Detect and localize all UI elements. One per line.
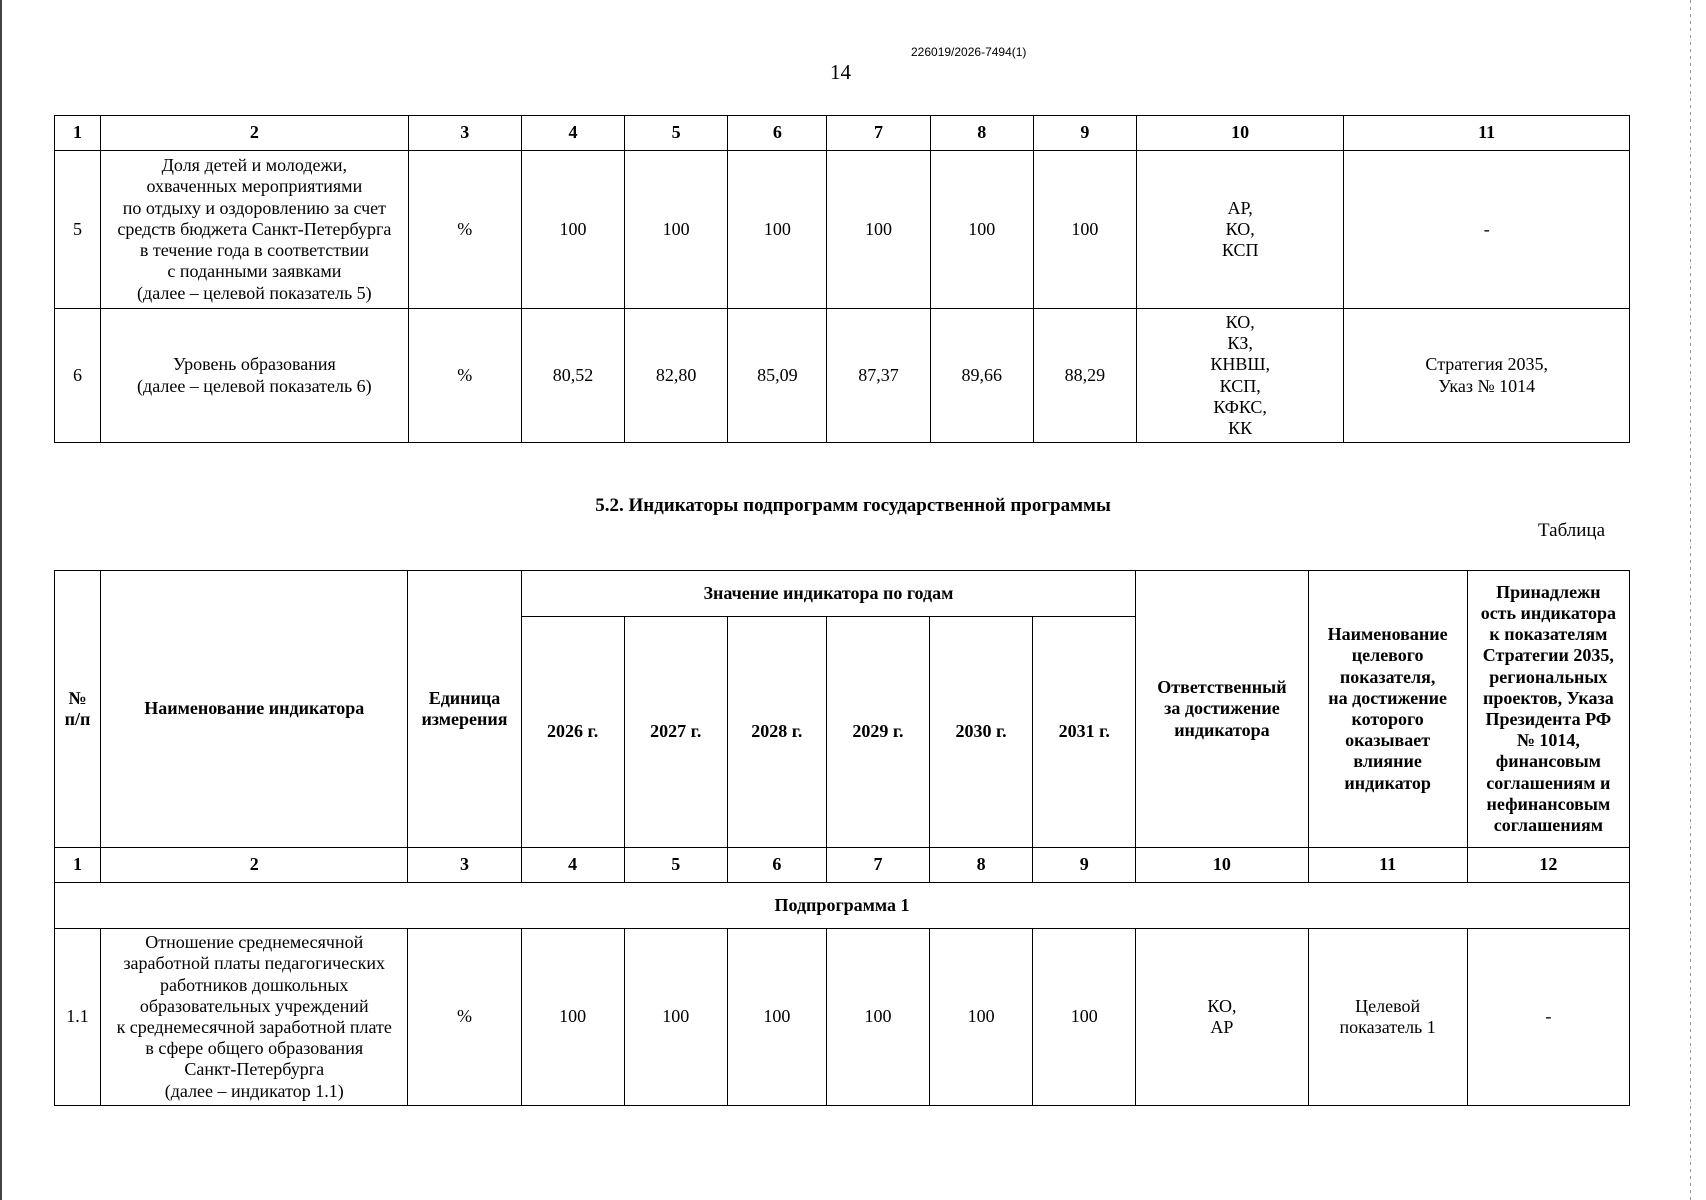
col-number: 7 [826, 848, 929, 883]
name-line: (далее – индикатор 1.1) [164, 1080, 344, 1101]
col-number: 5 [625, 116, 728, 151]
value-cell: 88,29 [1033, 309, 1136, 443]
name-line: Доля детей и молодежи, [161, 155, 348, 176]
header-num [55, 571, 101, 848]
header-year: 2027 г. [624, 617, 727, 848]
header-line: проектов, Указа [1483, 687, 1614, 708]
responsible-cell [1136, 151, 1343, 309]
value-cell: 89,66 [930, 309, 1033, 443]
document-code: 226019/2026-7494(1) [911, 45, 1027, 59]
value-cell: 87,37 [827, 309, 930, 443]
source-line: Указ № 1014 [1438, 375, 1536, 396]
header-line: соглашениям [1493, 815, 1603, 836]
name-line: Санкт-Петербурга [184, 1059, 325, 1080]
responsible-line: КО, [1225, 218, 1255, 239]
name-line: по отдыху и оздоровлению за счет [122, 197, 386, 218]
col-number: 3 [408, 116, 521, 151]
page-number: 14 [830, 60, 851, 84]
target-line: Целевой [1355, 995, 1421, 1016]
value-cell: 85,09 [728, 309, 827, 443]
header-line: № [68, 687, 87, 708]
header-line: Президента РФ [1485, 709, 1612, 729]
responsible-line: АР [1210, 1017, 1234, 1037]
responsible-line: КО, [1207, 995, 1237, 1016]
col-number: 8 [930, 848, 1033, 883]
header-line: региональных [1489, 666, 1608, 687]
value-cell: 82,80 [625, 309, 728, 443]
col-number: 5 [624, 848, 727, 883]
header-year: 2029 г. [826, 617, 929, 848]
table-row [55, 929, 1630, 1106]
header-line: индикатора [1174, 719, 1270, 740]
table-row [55, 151, 1630, 309]
responsible-line: КНВШ, [1210, 354, 1271, 375]
col-number: 9 [1033, 116, 1136, 151]
header-belonging [1467, 571, 1629, 848]
table-row [55, 309, 1630, 443]
unit-cell: % [408, 929, 521, 1106]
value-cell: 100 [1033, 929, 1136, 1106]
responsible-line: КСП, [1219, 375, 1261, 396]
header-line: за достижение [1164, 698, 1280, 719]
header-unit [408, 571, 521, 848]
header-line: соглашениям и [1486, 772, 1611, 793]
responsible-line: КСП [1221, 240, 1259, 261]
col-number: 11 [1308, 848, 1467, 883]
col-number: 2 [101, 116, 409, 151]
col-number: 12 [1467, 848, 1629, 883]
name-line: средств бюджета Санкт-Петербурга [117, 218, 392, 239]
header-row [55, 571, 1630, 617]
header-line: п/п [64, 709, 91, 729]
value-cell: 100 [521, 151, 624, 309]
header-year: 2031 г. [1033, 617, 1136, 848]
col-number: 6 [727, 848, 826, 883]
responsible-line: КК [1228, 417, 1253, 438]
header-year: 2028 г. [727, 617, 826, 848]
value-cell: 100 [727, 929, 826, 1106]
name-line: с поданными заявками [167, 261, 342, 282]
col-number: 9 [1033, 848, 1136, 883]
responsible-cell [1136, 929, 1308, 1106]
col-number: 3 [408, 848, 521, 883]
row-number: 5 [55, 151, 101, 309]
targets-table [54, 115, 1630, 443]
source-cell [1344, 151, 1630, 309]
responsible-line: КО, [1225, 311, 1255, 332]
header-line: финансовым [1495, 751, 1601, 772]
row-number: 1.1 [55, 929, 101, 1106]
col-number: 10 [1136, 116, 1343, 151]
header-year: 2030 г. [930, 617, 1033, 848]
value-cell: 100 [826, 929, 929, 1106]
value-cell: 100 [624, 929, 727, 1106]
name-line: в течение года в соответствии [139, 240, 369, 261]
name-line: (далее – целевой показатель 5) [137, 282, 372, 303]
header-line: целевого [1351, 645, 1424, 666]
table-label: Таблица [1538, 520, 1606, 541]
source-line: Стратегия 2035, [1425, 354, 1548, 375]
header-line: оказывает [1345, 730, 1431, 751]
target-line: показатель 1 [1339, 1017, 1436, 1037]
value-cell: 100 [930, 151, 1033, 309]
col-number: 7 [827, 116, 930, 151]
column-numbers-row [55, 116, 1630, 151]
responsible-line: КФКС, [1213, 396, 1267, 417]
value-cell: 100 [625, 151, 728, 309]
name-line: в сфере общего образования [145, 1038, 364, 1059]
header-line: к показателям [1489, 624, 1608, 645]
value-cell: 100 [1033, 151, 1136, 309]
header-year: 2026 г. [521, 617, 624, 848]
col-number: 1 [55, 116, 101, 151]
subprogram-title: Подпрограмма 1 [55, 883, 1630, 929]
target-cell [1308, 929, 1467, 1106]
value-cell: 100 [930, 929, 1033, 1106]
subprogram-row [55, 883, 1630, 929]
name-line: (далее – целевой показатель 6) [137, 375, 372, 396]
col-number: 10 [1136, 848, 1308, 883]
col-number: 11 [1344, 116, 1630, 151]
col-number: 4 [521, 848, 624, 883]
indicator-name [101, 929, 408, 1106]
responsible-line: КЗ, [1227, 333, 1253, 354]
name-line: образовательных учреждений [139, 995, 369, 1016]
header-line: ость индикатора [1480, 602, 1617, 623]
header-line: Наименование [1327, 624, 1448, 645]
scan-left-edge [0, 0, 2, 1200]
belonging-cell: - [1467, 929, 1629, 1106]
indicators-table [54, 570, 1630, 1106]
col-number: 1 [55, 848, 101, 883]
header-line: Ответственный [1157, 677, 1287, 698]
scan-right-edge [1690, 0, 1691, 1200]
responsible-cell [1136, 309, 1343, 443]
header-line: на достижение [1328, 687, 1447, 708]
row-number: 6 [55, 309, 101, 443]
header-responsible [1136, 571, 1308, 848]
header-line: показателя, [1339, 666, 1436, 687]
name-line: Отношение среднемесячной [145, 932, 364, 953]
col-number: 6 [728, 116, 827, 151]
col-number: 4 [521, 116, 624, 151]
header-values-group: Значение индикатора по годам [521, 571, 1136, 617]
header-target [1308, 571, 1467, 848]
header-line: влияние [1353, 751, 1422, 772]
col-number: 2 [101, 848, 408, 883]
indicator-name [101, 151, 409, 309]
name-line: охваченных мероприятиями [146, 176, 363, 197]
header-line: Стратегии 2035, [1482, 645, 1614, 666]
col-number: 8 [930, 116, 1033, 151]
header-line: нефинансовым [1486, 793, 1611, 814]
value-cell: 100 [728, 151, 827, 309]
header-line: № 1014, [1516, 730, 1580, 751]
name-line: к среднемесячной заработной плате [116, 1017, 392, 1037]
section-heading: 5.2. Индикаторы подпрограмм государственной программы [595, 495, 1111, 516]
name-line: заработной платы педагогических [123, 953, 386, 974]
name-line: Уровень образования [172, 354, 336, 375]
header-line: которого [1351, 709, 1424, 729]
header-line: индикатор [1344, 772, 1431, 793]
header-line: Принадлежн [1496, 581, 1601, 602]
indicator-name [101, 309, 409, 443]
responsible-line: АР, [1227, 197, 1253, 218]
header-line: измерения [421, 709, 508, 729]
source-cell [1344, 309, 1630, 443]
column-numbers-row [55, 848, 1630, 883]
unit-cell: % [408, 309, 521, 443]
unit-cell: % [408, 151, 521, 309]
header-name: Наименование индикатора [101, 571, 408, 848]
value-cell: 80,52 [521, 309, 624, 443]
header-line: Единица [428, 687, 501, 708]
value-cell: 100 [521, 929, 624, 1106]
value-cell: 100 [827, 151, 930, 309]
source-line: - [1483, 218, 1490, 239]
name-line: работников дошкольных [160, 974, 349, 995]
